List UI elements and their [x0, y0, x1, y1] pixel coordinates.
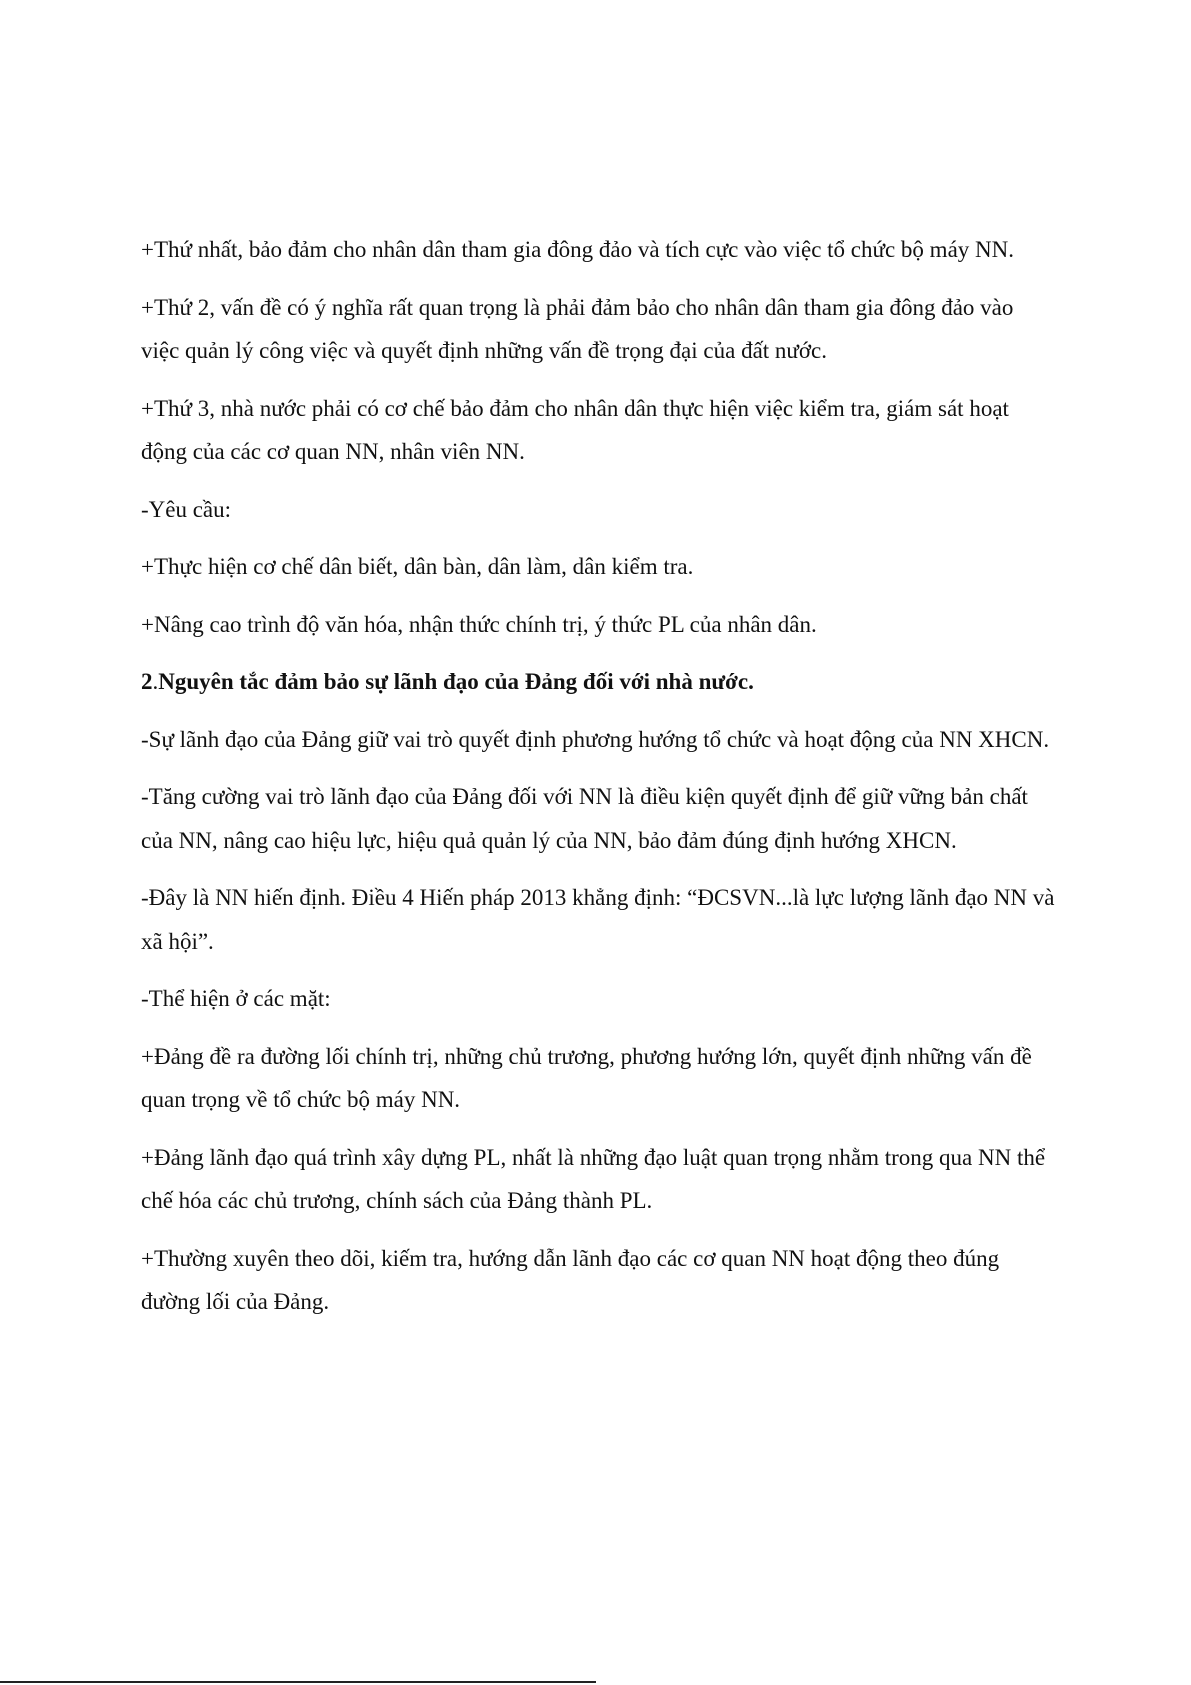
- paragraph-su-lanh-dao: -Sự lãnh đạo của Đảng giữ vai trò quyết định phương hướng tổ chức và hoạt động của NN XHCN.: [141, 726, 1050, 752]
- document-page: [141, 228, 1056, 1338]
- paragraph-theo-doi: +Thường xuyên theo dõi, kiếm tra, hướng dẫn lãnh đạo các cơ quan NN hoạt động theo đúng đường lối của Đảng.: [141, 1245, 1000, 1314]
- paragraph-duong-loi: +Đảng đề ra đường lối chính trị, những chủ trương, phương hướng lớn, quyết định những vấn đề quan trọng về tổ chức bộ máy NN.: [141, 1043, 1032, 1112]
- paragraph-thu-2: +Thứ 2, vấn đề có ý nghĩa rất quan trọng là phải đảm bảo cho nhân dân tham gia đông đảo vào việc quản lý công việc và quyết định những vấn đề trọng đại của đất nước.: [141, 294, 1014, 363]
- section-heading-2: [141, 660, 1056, 704]
- section-number: 2: [141, 669, 153, 694]
- section-number-separator: .: [152, 669, 159, 694]
- paragraph-thu-3: +Thứ 3, nhà nước phải có cơ chế bảo đảm cho nhân dân thực hiện việc kiểm tra, giám sát hoạt động của các cơ quan NN, nhân viên NN.: [141, 395, 1009, 464]
- paragraph-hien-dinh: -Đây là NN hiến định. Điều 4 Hiến pháp 2013 khẳng định: “ĐCSVN...là lực lượng lãnh đạo NN và xã hội”.: [141, 885, 1055, 954]
- paragraph-thu-nhat: +Thứ nhất, bảo đảm cho nhân dân tham gia đông đảo và tích cực vào việc tổ chức bộ máy NN.: [141, 237, 1015, 262]
- paragraph-nang-cao: +Nâng cao trình độ văn hóa, nhận thức chính trị, ý thức PL của nhân dân.: [141, 611, 817, 637]
- footer-divider: [0, 1681, 596, 1683]
- paragraph-yeu-cau: -Yêu cầu:: [141, 496, 232, 522]
- section-title: Nguyên tắc đảm bảo sự lãnh đạo của Đảng đối với nhà nước.: [158, 669, 754, 694]
- paragraph-tang-cuong: -Tăng cường vai trò lãnh đạo của Đảng đối với NN là điều kiện quyết định để giữ vững bản chất của NN, nâng cao hiệu lực, hiệu quả quản lý của NN, bảo đảm đúng định hướng XHCN.: [141, 784, 1028, 853]
- paragraph-the-hien: -Thể hiện ở các mặt:: [141, 986, 331, 1011]
- paragraph-co-che: +Thực hiện cơ chế dân biết, dân bàn, dân làm, dân kiểm tra.: [141, 554, 694, 579]
- paragraph-xay-dung-pl: +Đảng lãnh đạo quá trình xây dựng PL, nhất là những đạo luật quan trọng nhằm trong qua NN thể chế hóa các chủ trương, chính sách của Đảng thành PL.: [141, 1144, 1046, 1213]
